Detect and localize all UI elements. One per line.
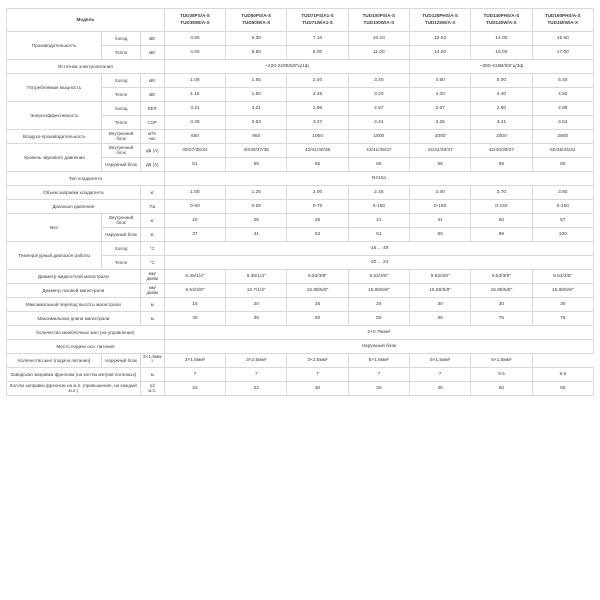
row-sub-5-1: Наружный блок bbox=[102, 157, 140, 171]
header-model-1: TUD50PS/A-S TUD50W/A-S bbox=[226, 9, 287, 32]
cell-9-1-6: 100 bbox=[532, 227, 593, 241]
cell-13-0-1: 20 bbox=[226, 297, 287, 311]
cell-2-0-4: 4.50 bbox=[409, 73, 470, 87]
cell-2-1-4: 4.30 bbox=[409, 87, 470, 101]
row-span-value-16-0: Наружный блок bbox=[164, 339, 593, 353]
cell-18-0-5: 9.5 bbox=[471, 367, 532, 381]
cell-4-0-1: 950 bbox=[226, 129, 287, 143]
cell-9-0-4: 41 bbox=[409, 213, 470, 227]
cell-19-0-4: 35 bbox=[409, 381, 470, 395]
row-sub-10-1: Тепло bbox=[102, 255, 140, 269]
cell-18-0-6: 9.5 bbox=[532, 367, 593, 381]
cell-5-1-2: 55 bbox=[287, 157, 348, 171]
cell-14-0-1: 35 bbox=[226, 311, 287, 325]
cell-11-0-3: 9.53/3/8" bbox=[348, 269, 409, 283]
cell-2-1-1: 1.60 bbox=[226, 87, 287, 101]
cell-12-0-5: 15.88/5/8" bbox=[471, 283, 532, 297]
cell-9-1-1: 41 bbox=[226, 227, 287, 241]
cell-3-0-3: 2.97 bbox=[348, 101, 409, 115]
cell-8-0-2: 0-70 bbox=[287, 199, 348, 213]
cell-7-0-1: 1.25 bbox=[226, 185, 287, 199]
cell-5-1-3: 55 bbox=[348, 157, 409, 171]
row-sub-2-1: Тепло bbox=[102, 87, 140, 101]
table-row bbox=[7, 339, 594, 353]
cell-2-1-5: 4.40 bbox=[471, 87, 532, 101]
cell-3-0-2: 2.96 bbox=[287, 101, 348, 115]
row-span-value-6-0: R410а bbox=[164, 171, 593, 185]
row-label-10: Температурный диапазон работы bbox=[7, 241, 102, 269]
cell-19-0-2: 30 bbox=[287, 381, 348, 395]
cell-4-0-5: 2000 bbox=[471, 129, 532, 143]
cell-2-1-6: 4.80 bbox=[532, 87, 593, 101]
cell-0-0-1: 5.30 bbox=[226, 31, 287, 45]
cell-5-0-5: 42/40/39/37 bbox=[471, 143, 532, 157]
cell-18-0-3: 7 bbox=[348, 367, 409, 381]
cell-3-1-5: 3.41 bbox=[471, 115, 532, 129]
cell-3-1-3: 3.44 bbox=[348, 115, 409, 129]
row-unit-3-1: COP bbox=[140, 115, 164, 129]
cell-18-0-1: 7 bbox=[226, 367, 287, 381]
row-unit-19-0: гр/ м.п. bbox=[140, 381, 164, 395]
cell-5-1-6: 60 bbox=[532, 157, 593, 171]
header-model-2: TUD71PS/A1-S TUD71W/A1-S bbox=[287, 9, 348, 32]
cell-14-0-2: 50 bbox=[287, 311, 348, 325]
cell-13-0-6: 30 bbox=[532, 297, 593, 311]
cell-3-1-2: 3.27 bbox=[287, 115, 348, 129]
row-unit-3-0: EER bbox=[140, 101, 164, 115]
cell-5-0-1: 40/39/37/35 bbox=[226, 143, 287, 157]
row-unit-11-0: мм/ дюйм bbox=[140, 269, 164, 283]
cell-11-0-1: 6.35/1/4" bbox=[226, 269, 287, 283]
cell-7-0-6: 3.80 bbox=[532, 185, 593, 199]
row-unit-9-1: кг bbox=[140, 227, 164, 241]
table-row bbox=[7, 143, 594, 157]
cell-8-0-5: 0-150 bbox=[471, 199, 532, 213]
cell-8-0-3: 0-150 bbox=[348, 199, 409, 213]
cell-5-1-5: 59 bbox=[471, 157, 532, 171]
cell-7-0-2: 2.00 bbox=[287, 185, 348, 199]
row-label-14: Максимальная длина магистрали bbox=[7, 311, 141, 325]
table-row bbox=[7, 171, 594, 185]
cell-13-0-3: 25 bbox=[348, 297, 409, 311]
row-label-11: Диаметр жидкостной магистрали bbox=[7, 269, 141, 283]
cell-0-0-5: 14.00 bbox=[471, 31, 532, 45]
table-row bbox=[7, 367, 594, 381]
cell-5-1-0: 51 bbox=[164, 157, 225, 171]
cell-0-1-0: 4.00 bbox=[164, 45, 225, 59]
row-label-13: Максимальный перепад высоты магистрали bbox=[7, 297, 141, 311]
header-model-3: TUD100PS/A-S TUD100W/A-S bbox=[348, 9, 409, 32]
cell-5-0-0: 39/37/35/34 bbox=[164, 143, 225, 157]
cell-14-0-0: 30 bbox=[164, 311, 225, 325]
row-unit-0-0: кВт bbox=[140, 31, 164, 45]
cell-19-0-1: 22 bbox=[226, 381, 287, 395]
cell-4-0-6: 2800 bbox=[532, 129, 593, 143]
cell-0-0-3: 10.10 bbox=[348, 31, 409, 45]
cell-9-1-3: 61 bbox=[348, 227, 409, 241]
cell-0-1-6: 17.00 bbox=[532, 45, 593, 59]
table-row bbox=[7, 73, 594, 87]
cell-9-0-3: 41 bbox=[348, 213, 409, 227]
cell-2-0-3: 3.40 bbox=[348, 73, 409, 87]
cell-11-0-0: 6.35/1/4" bbox=[164, 269, 225, 283]
cell-3-0-5: 2.80 bbox=[471, 101, 532, 115]
cell-17-0-1: 3×1,5мм² bbox=[164, 353, 225, 367]
table-row bbox=[7, 241, 594, 255]
cell-17-0-2: 3×2,5мм² bbox=[226, 353, 287, 367]
cell-9-0-5: 50 bbox=[471, 213, 532, 227]
cell-0-0-6: 15.60 bbox=[532, 31, 593, 45]
cell-3-1-1: 3.63 bbox=[226, 115, 287, 129]
row-unit-2-0: кВт bbox=[140, 73, 164, 87]
cell-18-0-4: 7 bbox=[409, 367, 470, 381]
row-span-value-15-0: 2×0.75мм² bbox=[164, 325, 593, 339]
cell-7-0-3: 2.45 bbox=[348, 185, 409, 199]
cell-17-0-5: 5×1,5мм² bbox=[409, 353, 470, 367]
row-label-8: Диапазон давления bbox=[7, 199, 141, 213]
cell-8-0-1: 0-50 bbox=[226, 199, 287, 213]
row-label-6: Тип хладагента bbox=[7, 171, 165, 185]
row-label-7: Объем заправки хладагента bbox=[7, 185, 141, 199]
cell-0-1-1: 5.80 bbox=[226, 45, 287, 59]
cell-18-0-2: 7 bbox=[287, 367, 348, 381]
table-row bbox=[7, 283, 594, 297]
cell-5-0-3: 43/41/39/37 bbox=[348, 143, 409, 157]
cell-2-1-3: 3.20 bbox=[348, 87, 409, 101]
table-row bbox=[7, 381, 594, 395]
row-sub-0-1: Тепло bbox=[102, 45, 140, 59]
row-label-0: Производительность bbox=[7, 31, 102, 59]
row-unit-13-0: м bbox=[140, 297, 164, 311]
cell-17-0-3: 3×2,5мм² bbox=[287, 353, 348, 367]
cell-7-0-4: 3.40 bbox=[409, 185, 470, 199]
table-row bbox=[7, 311, 594, 325]
header-model-0: TUD35PS/A-S TUD35WI/A-S bbox=[164, 9, 225, 32]
row-span-value-1-1: ~380-415В/50Гц/3ф bbox=[409, 59, 593, 73]
cell-0-1-5: 15.00 bbox=[471, 45, 532, 59]
cell-0-1-4: 14.00 bbox=[409, 45, 470, 59]
cell-17-0-4: 5×1,5мм² bbox=[348, 353, 409, 367]
header-model-label: Модель bbox=[7, 9, 165, 32]
row-unit-4-0: м³/ч час bbox=[140, 129, 164, 143]
cell-5-0-6: 50/45/44/42 bbox=[532, 143, 593, 157]
cell-13-0-2: 25 bbox=[287, 297, 348, 311]
row-label-19: Кол-во заправки фреоном на м.п. (превышение, на каждый м.п.) bbox=[7, 381, 141, 395]
row-label-9: Вес bbox=[7, 213, 102, 241]
cell-3-1-0: 3.48 bbox=[164, 115, 225, 129]
cell-9-0-2: 26 bbox=[287, 213, 348, 227]
table-row bbox=[7, 199, 594, 213]
cell-9-0-6: 57 bbox=[532, 213, 593, 227]
row-sub-0-0: Холод bbox=[102, 31, 140, 45]
cell-14-0-6: 75 bbox=[532, 311, 593, 325]
cell-0-0-4: 12.02 bbox=[409, 31, 470, 45]
cell-3-0-1: 3.21 bbox=[226, 101, 287, 115]
row-label-16: Место подачи осн. питания bbox=[7, 339, 165, 353]
row-unit-9-0: кг bbox=[140, 213, 164, 227]
row-label-2: Потребляемая мощность bbox=[7, 73, 102, 101]
row-unit-5-1: дБ (А) bbox=[140, 157, 164, 171]
cell-7-0-5: 3.70 bbox=[471, 185, 532, 199]
cell-5-0-2: 42/41/40/38 bbox=[287, 143, 348, 157]
row-label-17: Количество жил (подача питания) bbox=[7, 353, 102, 367]
row-unit-18-0: м bbox=[140, 367, 164, 381]
row-span-value-1-0: ~220-240В/50Гц/1ф bbox=[164, 59, 409, 73]
row-sub-9-1: Наружный блок bbox=[102, 227, 140, 241]
cell-5-0-4: 44/42/39/37 bbox=[409, 143, 470, 157]
table-header-row bbox=[7, 9, 594, 32]
cell-11-0-6: 9.53/3/8" bbox=[532, 269, 593, 283]
cell-19-0-0: 22 bbox=[164, 381, 225, 395]
row-sub-17-0: Наружный блок bbox=[102, 353, 140, 367]
row-span-value-10-1: -20 ... 24 bbox=[164, 255, 593, 269]
row-label-5: Уровень звукового давления bbox=[7, 143, 102, 171]
cell-8-0-4: 0-150 bbox=[409, 199, 470, 213]
cell-12-0-6: 15.88/5/8" bbox=[532, 283, 593, 297]
row-sub-3-0: Холод bbox=[102, 101, 140, 115]
cell-2-1-2: 2.45 bbox=[287, 87, 348, 101]
table-row bbox=[7, 185, 594, 199]
row-label-15: Количество межблочных жил (на управление) bbox=[7, 325, 165, 339]
cell-9-1-4: 90 bbox=[409, 227, 470, 241]
cell-0-1-3: 11.00 bbox=[348, 45, 409, 59]
header-model-6: TUD160PHS/A-S TUD160W/A-X bbox=[532, 9, 593, 32]
row-label-18: Заводская заправка фреоном (на кол-во метров погонных) bbox=[7, 367, 141, 381]
cell-12-0-1: 12.7/1/2" bbox=[226, 283, 287, 297]
table-row bbox=[7, 269, 594, 283]
row-unit-10-0: °C bbox=[140, 241, 164, 255]
cell-5-1-4: 58 bbox=[409, 157, 470, 171]
cell-4-0-3: 1800 bbox=[348, 129, 409, 143]
cell-13-0-0: 15 bbox=[164, 297, 225, 311]
cell-9-1-5: 96 bbox=[471, 227, 532, 241]
cell-19-0-6: 50 bbox=[532, 381, 593, 395]
cell-17-0-6: 5×1,5мм² bbox=[471, 353, 532, 367]
cell-3-0-4: 2.67 bbox=[409, 101, 470, 115]
cell-11-0-2: 9.53/3/8" bbox=[287, 269, 348, 283]
cell-12-0-3: 15.88/5/8" bbox=[348, 283, 409, 297]
row-label-3: Энергоэффективность bbox=[7, 101, 102, 129]
row-unit-10-1: °C bbox=[140, 255, 164, 269]
table-row bbox=[7, 353, 594, 367]
cell-13-0-5: 30 bbox=[471, 297, 532, 311]
row-span-value-10-0: -15 ... 48 bbox=[164, 241, 593, 255]
cell-17-0-0: 3×1,5мм² bbox=[140, 353, 164, 367]
cell-12-0-4: 15.88/5/8" bbox=[409, 283, 470, 297]
cell-9-0-0: 20 bbox=[164, 213, 225, 227]
cell-12-0-2: 15.88/5/8" bbox=[287, 283, 348, 297]
row-unit-0-1: кВт bbox=[140, 45, 164, 59]
cell-9-1-2: 53 bbox=[287, 227, 348, 241]
row-sub-3-1: Тепло bbox=[102, 115, 140, 129]
cell-4-0-2: 1050 bbox=[287, 129, 348, 143]
row-sub-9-0: Внутренний блок bbox=[102, 213, 140, 227]
cell-0-0-2: 7.10 bbox=[287, 31, 348, 45]
cell-3-1-4: 3.26 bbox=[409, 115, 470, 129]
row-unit-7-0: кг bbox=[140, 185, 164, 199]
cell-2-0-5: 5.00 bbox=[471, 73, 532, 87]
table-row bbox=[7, 31, 594, 45]
cell-3-1-6: 3.54 bbox=[532, 115, 593, 129]
table-row bbox=[7, 297, 594, 311]
table-row bbox=[7, 325, 594, 339]
cell-5-1-1: 55 bbox=[226, 157, 287, 171]
table-row bbox=[7, 213, 594, 227]
cell-2-0-1: 1.65 bbox=[226, 73, 287, 87]
cell-9-0-1: 26 bbox=[226, 213, 287, 227]
row-unit-12-0: мм/ дюйм bbox=[140, 283, 164, 297]
table-row bbox=[7, 101, 594, 115]
table-row bbox=[7, 129, 594, 143]
cell-11-0-5: 9.53/3/8" bbox=[471, 269, 532, 283]
row-sub-4-0: Внутренний блок bbox=[102, 129, 140, 143]
cell-11-0-4: 9.53/3/8" bbox=[409, 269, 470, 283]
table-row bbox=[7, 59, 594, 73]
cell-19-0-3: 30 bbox=[348, 381, 409, 395]
cell-0-1-2: 8.00 bbox=[287, 45, 348, 59]
cell-18-0-0: 7 bbox=[164, 367, 225, 381]
cell-12-0-0: 9.53/3/8" bbox=[164, 283, 225, 297]
cell-2-0-0: 1.09 bbox=[164, 73, 225, 87]
specifications-table bbox=[6, 8, 594, 396]
row-label-12: Диаметр газовой магистрали bbox=[7, 283, 141, 297]
cell-2-0-6: 5.40 bbox=[532, 73, 593, 87]
cell-0-0-0: 3.50 bbox=[164, 31, 225, 45]
header-model-5: TUD140PHS/A-S TUD140W/A-X bbox=[471, 9, 532, 32]
cell-4-0-4: 2000 bbox=[409, 129, 470, 143]
cell-7-0-0: 1.00 bbox=[164, 185, 225, 199]
cell-3-0-0: 3.21 bbox=[164, 101, 225, 115]
row-sub-2-0: Холод bbox=[102, 73, 140, 87]
cell-9-1-0: 37 bbox=[164, 227, 225, 241]
cell-2-1-0: 1.15 bbox=[164, 87, 225, 101]
row-label-1: Источник электропитания bbox=[7, 59, 165, 73]
cell-4-0-0: 650 bbox=[164, 129, 225, 143]
cell-8-0-0: 0-50 bbox=[164, 199, 225, 213]
row-unit-2-1: кВт bbox=[140, 87, 164, 101]
cell-19-0-5: 50 bbox=[471, 381, 532, 395]
cell-14-0-5: 75 bbox=[471, 311, 532, 325]
row-sub-5-0: Внутренний блок bbox=[102, 143, 140, 157]
header-model-4: TUD125PHS/A-S TUD125W/A-X bbox=[409, 9, 470, 32]
cell-14-0-4: 65 bbox=[409, 311, 470, 325]
row-unit-5-0: дБ (А) bbox=[140, 143, 164, 157]
row-unit-14-0: м bbox=[140, 311, 164, 325]
row-label-4: Воздухо-производительность bbox=[7, 129, 102, 143]
row-unit-8-0: Па bbox=[140, 199, 164, 213]
cell-13-0-4: 30 bbox=[409, 297, 470, 311]
row-sub-10-0: Холод bbox=[102, 241, 140, 255]
cell-2-0-2: 2.40 bbox=[287, 73, 348, 87]
cell-3-0-6: 2.89 bbox=[532, 101, 593, 115]
cell-14-0-3: 50 bbox=[348, 311, 409, 325]
cell-8-0-6: 0-150 bbox=[532, 199, 593, 213]
